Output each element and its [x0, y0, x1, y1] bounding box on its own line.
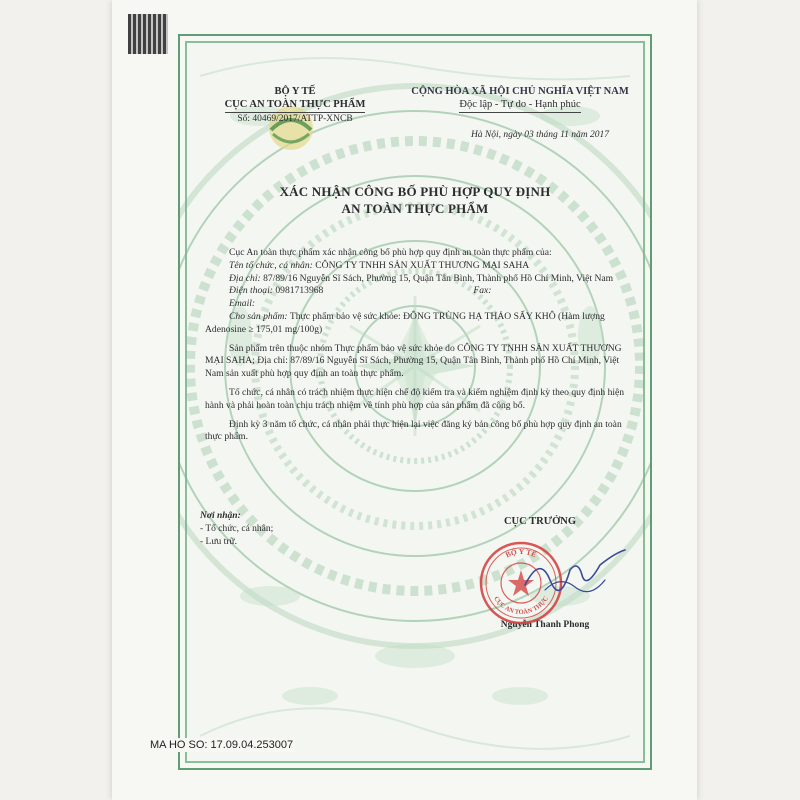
document-body: [205, 247, 625, 444]
renewal-paragraph: Định kỳ 3 năm tổ chức, cá nhân phải thực hiện lại việc đăng ký bản công bố phù hợp quy định an toàn thực phẩm.: [205, 418, 622, 443]
signer-name: Nguyễn Thanh Phong: [500, 620, 590, 630]
phone-value: 0981713968: [275, 285, 324, 297]
seal-top-text: BỘ Y TẾ: [504, 546, 538, 560]
title-line-1: XÁC NHẬN CÔNG BỐ PHÙ HỢP QUY ĐỊNH: [279, 184, 551, 199]
intro-text: Cục An toàn thực phẩm xác nhận công bố phù hợp quy định an toàn thực phẩm của:: [229, 247, 552, 258]
dossier-number: MA HO SO: 17.09.04.253007: [150, 739, 294, 751]
recipient-item: - Lưu trữ.: [200, 537, 237, 547]
recipients-label: Nơi nhận:: [200, 511, 241, 521]
national-motto: Độc lập - Tự do - Hạnh phúc: [459, 98, 580, 113]
org-value: CÔNG TY TNHH SẢN XUẤT THƯƠNG MẠI SAHA: [315, 259, 530, 271]
chief-title: CỤC TRƯỞNG: [503, 516, 577, 527]
production-paragraph: Sản phẩm trên thuộc nhóm Thực phẩm bảo vệ sức khỏe do CÔNG TY TNHH SẢN XUẤT THƯƠNG MẠI SAHA; Địa chỉ: 87/89/16 Nguyễn Sĩ Sách, Phường 15, Quận Tân Bình, Thành phố Hồ Chí Minh, Việt Nam sản xuất phù hợp quy định an toàn thực phẩm.: [205, 342, 622, 380]
org-label: Tên tổ chức, cá nhân:: [229, 259, 313, 271]
ministry-name: BỘ Y TẾ: [274, 86, 316, 97]
phone-label: Điện thoại:: [229, 285, 273, 297]
seal-bottom-text: CỤC AN TOÀN THỰC: [492, 595, 550, 617]
national-header: [400, 85, 640, 113]
document-number: Số: 40469/2017/ATTP-XNCB: [237, 114, 353, 124]
handwritten-signature: [520, 545, 630, 605]
qr-code: [128, 14, 168, 54]
document-title: [210, 183, 620, 217]
issue-date: Hà Nội, ngày 03 tháng 11 năm 2017: [470, 130, 610, 140]
product-value: Thực phẩm bảo vệ sức khỏe: ĐÔNG TRÙNG HẠ THẢO SẤY KHÔ (Hàm lượng Adenosine ≥ 175,01 mg/100g): [205, 310, 605, 335]
email-label: Email:: [229, 298, 256, 310]
responsibility-paragraph: Tổ chức, cá nhân có trách nhiệm thực hiện chế độ kiểm tra và kiểm nghiệm định kỳ theo quy định hiện hành và phải hoàn toàn chịu trách nhiệm về tính phù hợp của sản phẩm đã công bố.: [205, 386, 625, 411]
title-line-2: AN TOÀN THỰC PHẨM: [341, 201, 489, 216]
address-value: 87/89/16 Nguyễn Sĩ Sách, Phường 15, Quận Tân Bình, Thành phố Hồ Chí Minh, Việt Nam: [263, 272, 614, 284]
product-label: Cho sản phẩm:: [229, 310, 288, 322]
fax-label: Fax:: [473, 285, 492, 297]
recipient-item: - Tổ chức, cá nhân;: [200, 524, 274, 534]
recipients-block: [200, 510, 350, 549]
country-name: CỘNG HÒA XÃ HỘI CHỦ NGHĨA VIỆT NAM: [411, 86, 629, 97]
address-label: Địa chỉ:: [229, 272, 261, 284]
department-name: CỤC AN TOÀN THỰC PHẨM: [225, 98, 366, 113]
issuer-header: [200, 85, 390, 126]
